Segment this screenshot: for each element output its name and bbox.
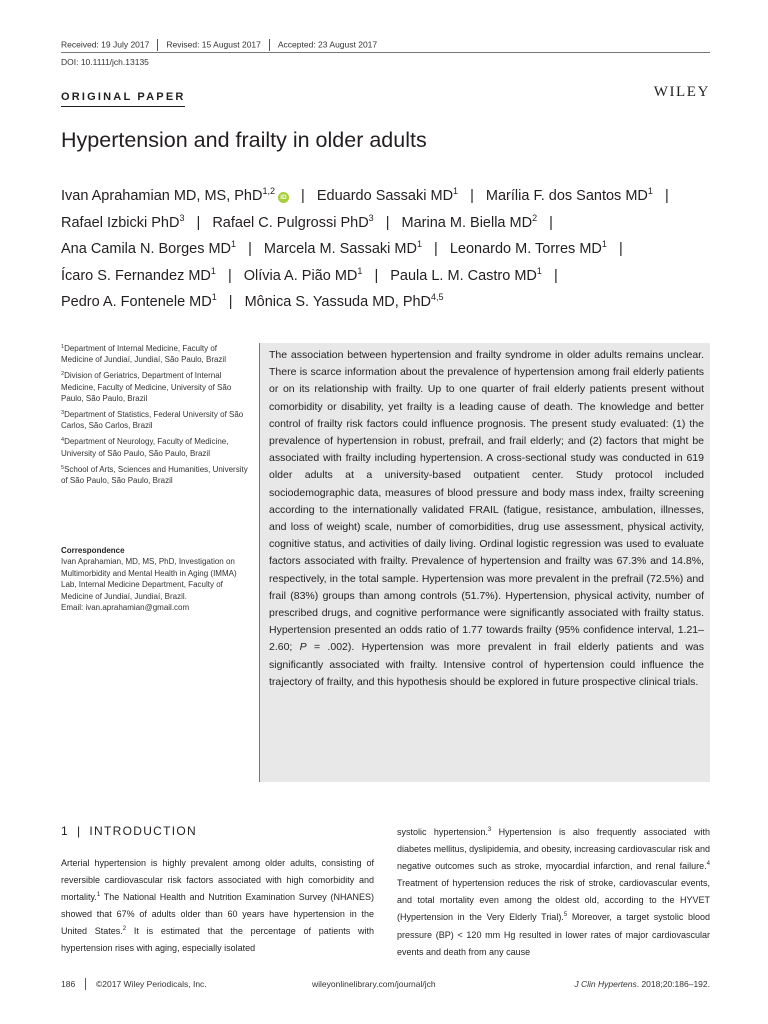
author-name[interactable]: Marília F. dos Santos MD: [485, 188, 648, 204]
affiliation-text: Division of Geriatrics, Department of Internal Medicine, Faculty of Medicine, University of São Paulo, São Paulo, Brazil: [61, 371, 232, 404]
section-label: ORIGINAL PAPER: [61, 91, 186, 103]
affiliation-ref[interactable]: 1: [647, 186, 653, 196]
abstract-text: [269, 347, 704, 691]
citation-ref[interactable]: 2: [122, 926, 127, 933]
affiliation-item: [61, 343, 249, 366]
correspondence-text: Ivan Aprahamian, MD, MS, PhD, Investigation on Multimorbidity and Mental Health in Aging (IMMA) Lab, Internal Medicine Department, Faculty of Medicine of Jundiaí, Jundiaí, Brazil.: [61, 557, 237, 601]
author-name[interactable]: Marcela M. Sassaki MD: [263, 241, 417, 257]
affiliation-ref[interactable]: 3: [368, 212, 374, 223]
author-separator: |: [227, 267, 232, 284]
affiliation-ref[interactable]: 1: [357, 265, 363, 276]
citation-ref[interactable]: 1: [96, 892, 101, 899]
author-separator: |: [664, 188, 669, 204]
citation-ref[interactable]: 4: [706, 861, 710, 868]
author-name[interactable]: Mônica S. Yassuda MD, PhD: [244, 294, 432, 310]
heading-separator: |: [76, 824, 82, 838]
author-name[interactable]: Olívia A. Pião MD: [243, 267, 358, 284]
affiliation-item: [61, 370, 249, 404]
divider: [269, 39, 270, 51]
author-line: [61, 183, 721, 210]
author-line: [61, 210, 721, 237]
affiliation-number: 1: [61, 344, 65, 350]
author-separator: |: [618, 241, 623, 257]
citation-details: . 2018;20:186–192.: [636, 979, 710, 989]
author-separator: |: [228, 294, 233, 310]
affiliation-ref[interactable]: 1: [601, 239, 607, 249]
intro-column-right: [397, 824, 710, 961]
doi[interactable]: DOI: 10.1111/jch.13135: [61, 57, 149, 67]
affiliation-ref[interactable]: 1: [453, 186, 459, 196]
affiliation-ref[interactable]: 1: [231, 239, 237, 249]
p-value-symbol: P: [299, 641, 307, 654]
body-text: systolic hypertension.: [397, 827, 488, 837]
section-underline: [61, 106, 185, 107]
affiliation-text: Department of Statistics, Federal University of São Carlos, São Carlos, Brazil: [61, 410, 244, 431]
author-name[interactable]: Paula L. M. Castro MD: [390, 267, 537, 284]
affiliation-text: Department of Neurology, Faculty of Medicine, University of São Paulo, São Paulo, Brazil: [61, 437, 229, 458]
citation-ref[interactable]: 3: [487, 827, 492, 833]
author-separator: |: [374, 267, 379, 284]
journal-name: J Clin Hypertens: [574, 979, 637, 989]
page-footer: [61, 978, 710, 992]
revised-date: Revised: 15 August 2017: [166, 39, 261, 50]
affiliations: [61, 343, 249, 491]
author-name[interactable]: Ana Camila N. Borges MD: [61, 241, 232, 257]
affiliation-number: 3: [61, 410, 65, 417]
author-name[interactable]: Ícaro S. Fernandez MD: [61, 267, 211, 284]
journal-url[interactable]: wileyonlinelibrary.com/journal/jch: [312, 979, 436, 989]
affiliation-item: [61, 464, 249, 487]
author-line: [61, 289, 721, 316]
citation-ref[interactable]: 5: [563, 912, 568, 919]
section-title: INTRODUCTION: [89, 824, 197, 838]
body-text: It is estimated that the percentage of patients with hypertension rises with aging, especially isolated: [61, 926, 374, 954]
affiliation-ref[interactable]: 3: [179, 212, 185, 223]
author-name[interactable]: Eduardo Sassaki MD: [316, 188, 454, 204]
affiliation-item: [61, 409, 249, 432]
author-separator: |: [549, 214, 553, 231]
affiliation-ref[interactable]: 1: [210, 265, 216, 276]
author-separator: |: [434, 241, 438, 257]
section-heading: [61, 824, 197, 838]
article-history: [61, 39, 377, 51]
body-text: Moreover, a target systolic blood pressure (BP) < 120 mm Hg resulted in lower rates of major cardiovascular events and death from any cause: [397, 912, 710, 957]
affiliation-text: Department of Internal Medicine, Faculty of Medicine of Jundiaí, Jundiaí, São Paulo, Brazil: [61, 344, 226, 365]
author-separator: |: [196, 214, 201, 231]
affiliation-text: School of Arts, Sciences and Humanities, University of São Paulo, São Paulo, Brazil: [61, 464, 248, 486]
abstract-rule: [259, 343, 260, 782]
author-separator: |: [301, 188, 305, 204]
correspondence-email[interactable]: Email: ivan.aprahamian@gmail.com: [61, 603, 190, 613]
author-name[interactable]: Rafael C. Pulgrossi PhD: [212, 214, 369, 231]
author-name[interactable]: Rafael Izbicki PhD: [61, 214, 180, 231]
abstract-part: = .002). Hypertension was more prevalent in frail elderly patients and was significantly associated with frailty. Intensive control of hypertension could influence the trajectory of frailty, and this hypothesis should be explored in future prospective clinical trials.: [269, 641, 704, 688]
affiliation-ref[interactable]: 4,5: [431, 292, 444, 302]
body-text: The National Health and Nutrition Examination Survey (NHANES) showed that 67% of adults older than 60 years have hypertension in the United States.: [61, 892, 374, 937]
section-number: 1: [61, 824, 69, 838]
affiliation-number: 5: [61, 464, 65, 471]
affiliation-ref[interactable]: 1,2: [262, 186, 275, 196]
author-name[interactable]: Marina M. Biella MD: [401, 214, 533, 231]
affiliation-ref[interactable]: 1: [211, 292, 217, 302]
affiliation-ref[interactable]: 2: [532, 212, 538, 223]
publisher-logo: WILEY: [653, 84, 710, 100]
body-text: Arterial hypertension is highly prevalent among older adults, consisting of reversible cardiovascular risk factors associated with high comorbidity and mortality.: [61, 858, 374, 903]
author-separator: |: [248, 241, 252, 257]
affiliation-item: [61, 436, 249, 459]
abstract-part: The association between hypertension and frailty syndrome in older adults remains unclear. There is scarce information about the prevalence of hypertension among frail elderly patients or on its relationship with frailty. Up to one quarter of frail elderly patients present without comorbidity or disability, yet frailty is a leading cause of death. The knowledge and better control of frailty risk factors could influence prognosis. The present study evaluated: (1) the prevalence of hypertension in robust, prefrail, and frail elderly; and (2) factors that might be associated with frailty including hypertension. A cross-sectional study was conducted in 619 older adults at a university-based outpatient center. Study protocol included sociodemographic data, measures of blood pressure and body mass index, frailty screening according to the internationally validated FRAIL (fatigue, resistance, ambulation, illnesses, and loss of weight) scale, number of comorbidities, drug use assessment, physical activity, cognitive status, and activities of daily living. Ordinal logistic regression was used to evaluate factors associated with frailty. Prevalence of hypertension and frailty was 67.3% and 14.8%, respectively, in the total sample. Hypertension was more prevalent in the prefrail (72.5%) and frail (83%) groups than among controls (51.7%). Hypertension, physical activity, number of prescribed drugs, and cognitive performance were significantly associated with frailty status. Hypertension presented an odds ratio of 1.77 towards frailty (95% confidence interval, 1.21–2.60;: [269, 349, 704, 654]
correspondence: [61, 545, 249, 613]
author-name[interactable]: Ivan Aprahamian MD, MS, PhD: [61, 188, 263, 204]
page-number: 186: [61, 979, 76, 989]
affiliation-number: 4: [61, 437, 65, 444]
body-text: Treatment of hypertension reduces the risk of stroke, cardiovascular events, and total mortality even among the oldest old, according to the HYVET (Hypertension in the Very Elderly Trial).: [397, 878, 710, 923]
author-separator: |: [385, 214, 390, 231]
intro-column-left: [61, 855, 374, 958]
affiliation-ref[interactable]: 1: [536, 265, 542, 276]
divider: [157, 39, 158, 51]
author-line: [61, 263, 721, 290]
author-name[interactable]: Pedro A. Fontenele MD: [61, 294, 212, 310]
author-line: [61, 236, 721, 263]
affiliation-ref[interactable]: 1: [416, 239, 422, 249]
author-separator: |: [553, 267, 558, 284]
orcid-icon[interactable]: iD: [278, 192, 289, 203]
affiliation-number: 2: [61, 371, 65, 378]
body-text: Hypertension is also frequently associated with diabetes mellitus, dyslipidemia, and obesity, increasing cardiovascular risk and negative outcomes such as stroke, myocardial infarction, and renal failure.: [397, 827, 710, 872]
author-list: [61, 183, 721, 316]
received-date: Received: 19 July 2017: [61, 39, 150, 50]
author-separator: |: [470, 188, 474, 204]
accepted-date: Accepted: 23 August 2017: [277, 39, 378, 50]
correspondence-heading: Correspondence: [61, 546, 125, 555]
journal-citation: [574, 979, 710, 989]
copyright: ©2017 Wiley Periodicals, Inc.: [96, 979, 207, 989]
author-name[interactable]: Leonardo M. Torres MD: [449, 241, 602, 257]
article-title: Hypertension and frailty in older adults: [61, 128, 427, 152]
footer-divider: [85, 978, 86, 990]
header-rule: [61, 52, 710, 53]
